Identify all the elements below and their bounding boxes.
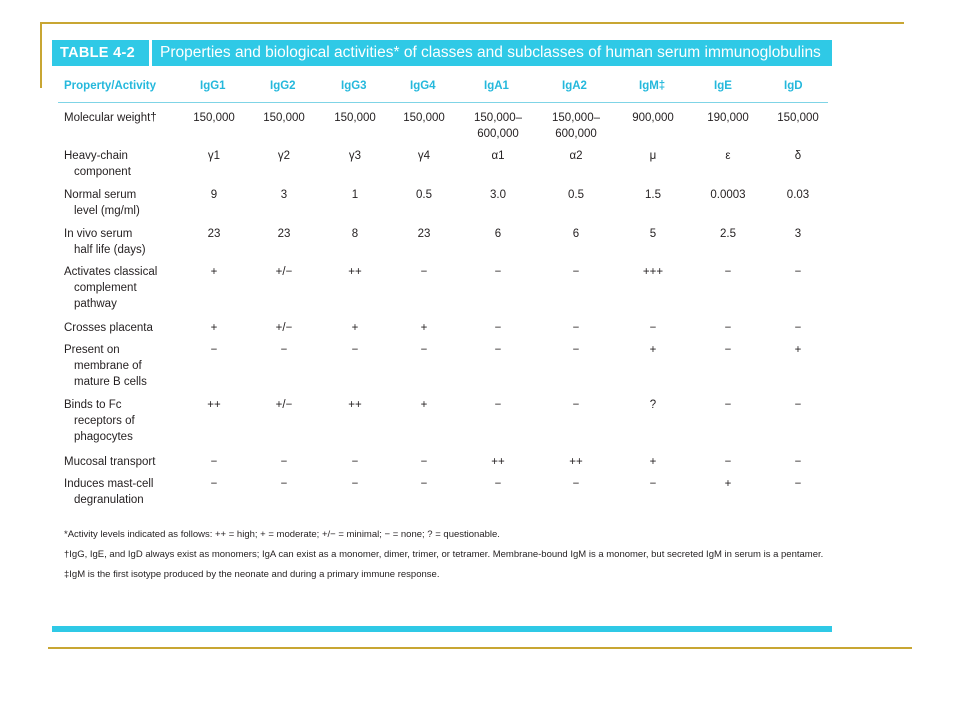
table-cell: 150,000 — [334, 112, 376, 124]
title-divider — [149, 40, 152, 66]
table-cell: ++ — [491, 456, 505, 468]
table-cell: 150,000– 600,000 — [552, 112, 600, 140]
decorative-line-left — [40, 22, 42, 88]
row-label — [64, 397, 184, 445]
row-label-line: Activates classical — [64, 266, 158, 278]
header-ige: IgE — [714, 80, 732, 92]
table-cell: − — [794, 266, 802, 278]
table-cell: + — [649, 344, 657, 356]
table-cell: − — [351, 478, 359, 490]
table-cell: 23 — [277, 228, 291, 240]
table-title-bar — [52, 40, 832, 66]
table-cell: ++ — [569, 456, 583, 468]
table-cell: + — [210, 266, 218, 278]
table-cell: α2 — [569, 150, 583, 162]
row-label-line: Present on — [64, 344, 120, 356]
table-cell: 150,000 — [403, 112, 445, 124]
table-cell: − — [724, 344, 732, 356]
table-cell: − — [794, 456, 802, 468]
table-cell: − — [572, 322, 580, 334]
table-cell: 150,000– 600,000 — [474, 112, 522, 140]
row-label-line: Induces mast-cell — [64, 478, 154, 490]
table-cell: − — [724, 456, 732, 468]
row-label — [64, 110, 184, 126]
table-cell: − — [420, 478, 428, 490]
row-label — [64, 320, 184, 336]
row-label-line: half life (days) — [74, 244, 146, 256]
table-cell: − — [649, 322, 657, 334]
table-cell: − — [494, 344, 502, 356]
table-cell: − — [724, 399, 732, 411]
table-cell: − — [210, 344, 218, 356]
table-cell: 0.03 — [786, 189, 810, 201]
table-cell: − — [280, 478, 288, 490]
table-footnotes — [64, 528, 824, 588]
row-label-line: complement — [74, 282, 137, 294]
table-cell: 1.5 — [645, 189, 661, 201]
table-cell: + — [210, 322, 218, 334]
table-cell: − — [572, 399, 580, 411]
table-cell: 150,000 — [193, 112, 235, 124]
table-cell: α1 — [491, 150, 505, 162]
header-iga1: IgA1 — [484, 80, 509, 92]
table-cell: − — [794, 322, 802, 334]
row-label-line: receptors of — [74, 415, 135, 427]
table-cell: 1 — [351, 189, 359, 201]
table-badge: TABLE 4-2 — [52, 40, 148, 66]
footnote: *Activity levels indicated as follows: ++ = high; + = moderate; +/− = minimal; − = none; ? = questionable. — [64, 529, 500, 540]
table-cell: 3.0 — [490, 189, 506, 201]
table-cell: − — [572, 344, 580, 356]
table-cell: + — [649, 456, 657, 468]
table-cell: − — [794, 478, 802, 490]
row-label-line: mature B cells — [74, 376, 147, 388]
table-cell: +/− — [275, 266, 293, 278]
immunoglobulin-table — [52, 40, 832, 580]
row-label-line: Binds to Fc — [64, 399, 122, 411]
table-cell: +++ — [642, 266, 664, 278]
row-label — [64, 187, 184, 219]
table-cell: δ — [794, 150, 802, 162]
table-cell: 2.5 — [720, 228, 736, 240]
row-label — [64, 454, 184, 470]
row-label — [64, 148, 184, 180]
table-cell: − — [494, 322, 502, 334]
row-label-line: component — [74, 166, 131, 178]
header-igg1: IgG1 — [200, 80, 226, 92]
table-cell: − — [351, 456, 359, 468]
table-cell: − — [572, 478, 580, 490]
table-cell: ++ — [348, 399, 362, 411]
header-igm: IgM‡ — [639, 80, 666, 92]
table-cell: + — [420, 399, 428, 411]
table-cell: μ — [649, 150, 657, 162]
table-cell: − — [494, 399, 502, 411]
table-cell: + — [724, 478, 732, 490]
table-cell: + — [351, 322, 359, 334]
header-igg4: IgG4 — [410, 80, 436, 92]
table-cell: − — [794, 399, 802, 411]
table-cell: 3 — [280, 189, 288, 201]
table-cell: − — [494, 266, 502, 278]
table-cell: 23 — [207, 228, 221, 240]
table-cell: − — [420, 266, 428, 278]
table-cell: 150,000 — [263, 112, 305, 124]
table-cell: γ4 — [417, 150, 431, 162]
table-cell: 6 — [572, 228, 580, 240]
row-label-line: Mucosal transport — [64, 456, 156, 468]
table-cell: − — [420, 456, 428, 468]
table-cell: γ2 — [277, 150, 291, 162]
table-cell: − — [210, 456, 218, 468]
table-cell: − — [420, 344, 428, 356]
header-property: Property/Activity — [64, 80, 157, 92]
table-cell: − — [572, 266, 580, 278]
row-label-line: Crosses placenta — [64, 322, 153, 334]
table-cell: γ3 — [348, 150, 362, 162]
row-label-line: membrane of — [74, 360, 142, 372]
row-label — [64, 342, 184, 390]
header-igg3: IgG3 — [341, 80, 367, 92]
table-header-row — [52, 74, 832, 102]
table-cell: − — [210, 478, 218, 490]
table-cell: − — [724, 322, 732, 334]
row-label-line: Molecular weight† — [64, 112, 157, 124]
header-igg2: IgG2 — [270, 80, 296, 92]
decorative-line-bottom — [48, 647, 912, 649]
row-label — [64, 264, 184, 312]
header-igd: IgD — [784, 80, 803, 92]
table-cell: 190,000 — [707, 112, 749, 124]
table-cell: ++ — [207, 399, 221, 411]
table-title: Properties and biological activities* of classes and subclasses of human serum immunoglobulins — [160, 44, 821, 61]
table-cell: 0.0003 — [710, 189, 746, 201]
decorative-line-top — [40, 22, 904, 24]
row-label — [64, 476, 184, 508]
table-cell: − — [351, 344, 359, 356]
row-label-line: In vivo serum — [64, 228, 133, 240]
table-cell: ε — [725, 150, 731, 162]
table-cell: + — [420, 322, 428, 334]
row-label-line: Normal serum — [64, 189, 137, 201]
row-label-line: level (mg/ml) — [74, 205, 140, 217]
table-cell: γ1 — [207, 150, 221, 162]
table-cell: 6 — [494, 228, 502, 240]
table-cell: +/− — [275, 399, 293, 411]
table-cell: 9 — [210, 189, 218, 201]
table-cell: 150,000 — [777, 112, 819, 124]
header-iga2: IgA2 — [562, 80, 587, 92]
row-label-line: pathway — [74, 298, 117, 310]
table-cell: − — [280, 344, 288, 356]
table-cell: 5 — [649, 228, 657, 240]
table-cell: 900,000 — [632, 112, 674, 124]
row-label-line: degranulation — [74, 494, 144, 506]
table-cell: 0.5 — [568, 189, 584, 201]
table-cell: − — [649, 478, 657, 490]
row-label — [64, 226, 184, 258]
table-cell: 3 — [794, 228, 802, 240]
table-cell: 8 — [351, 228, 359, 240]
table-cell: − — [724, 266, 732, 278]
table-cell: +/− — [275, 322, 293, 334]
table-cell: − — [280, 456, 288, 468]
header-divider — [58, 102, 828, 103]
footnote: †IgG, IgE, and IgD always exist as monomers; IgA can exist as a monomer, dimer, trimer, or tetramer. Membrane-bound IgM is a monomer, but secreted IgM in serum is a pentamer. — [64, 549, 824, 560]
table-cell: − — [494, 478, 502, 490]
table-cell: + — [794, 344, 802, 356]
table-cell: ++ — [348, 266, 362, 278]
table-cell: 23 — [417, 228, 431, 240]
table-bottom-bar — [52, 626, 832, 632]
table-cell: ? — [649, 399, 657, 411]
row-label-line: Heavy-chain — [64, 150, 128, 162]
table-cell: 0.5 — [416, 189, 432, 201]
footnote: ‡IgM is the first isotype produced by the neonate and during a primary immune response. — [64, 569, 440, 580]
row-label-line: phagocytes — [74, 431, 133, 443]
